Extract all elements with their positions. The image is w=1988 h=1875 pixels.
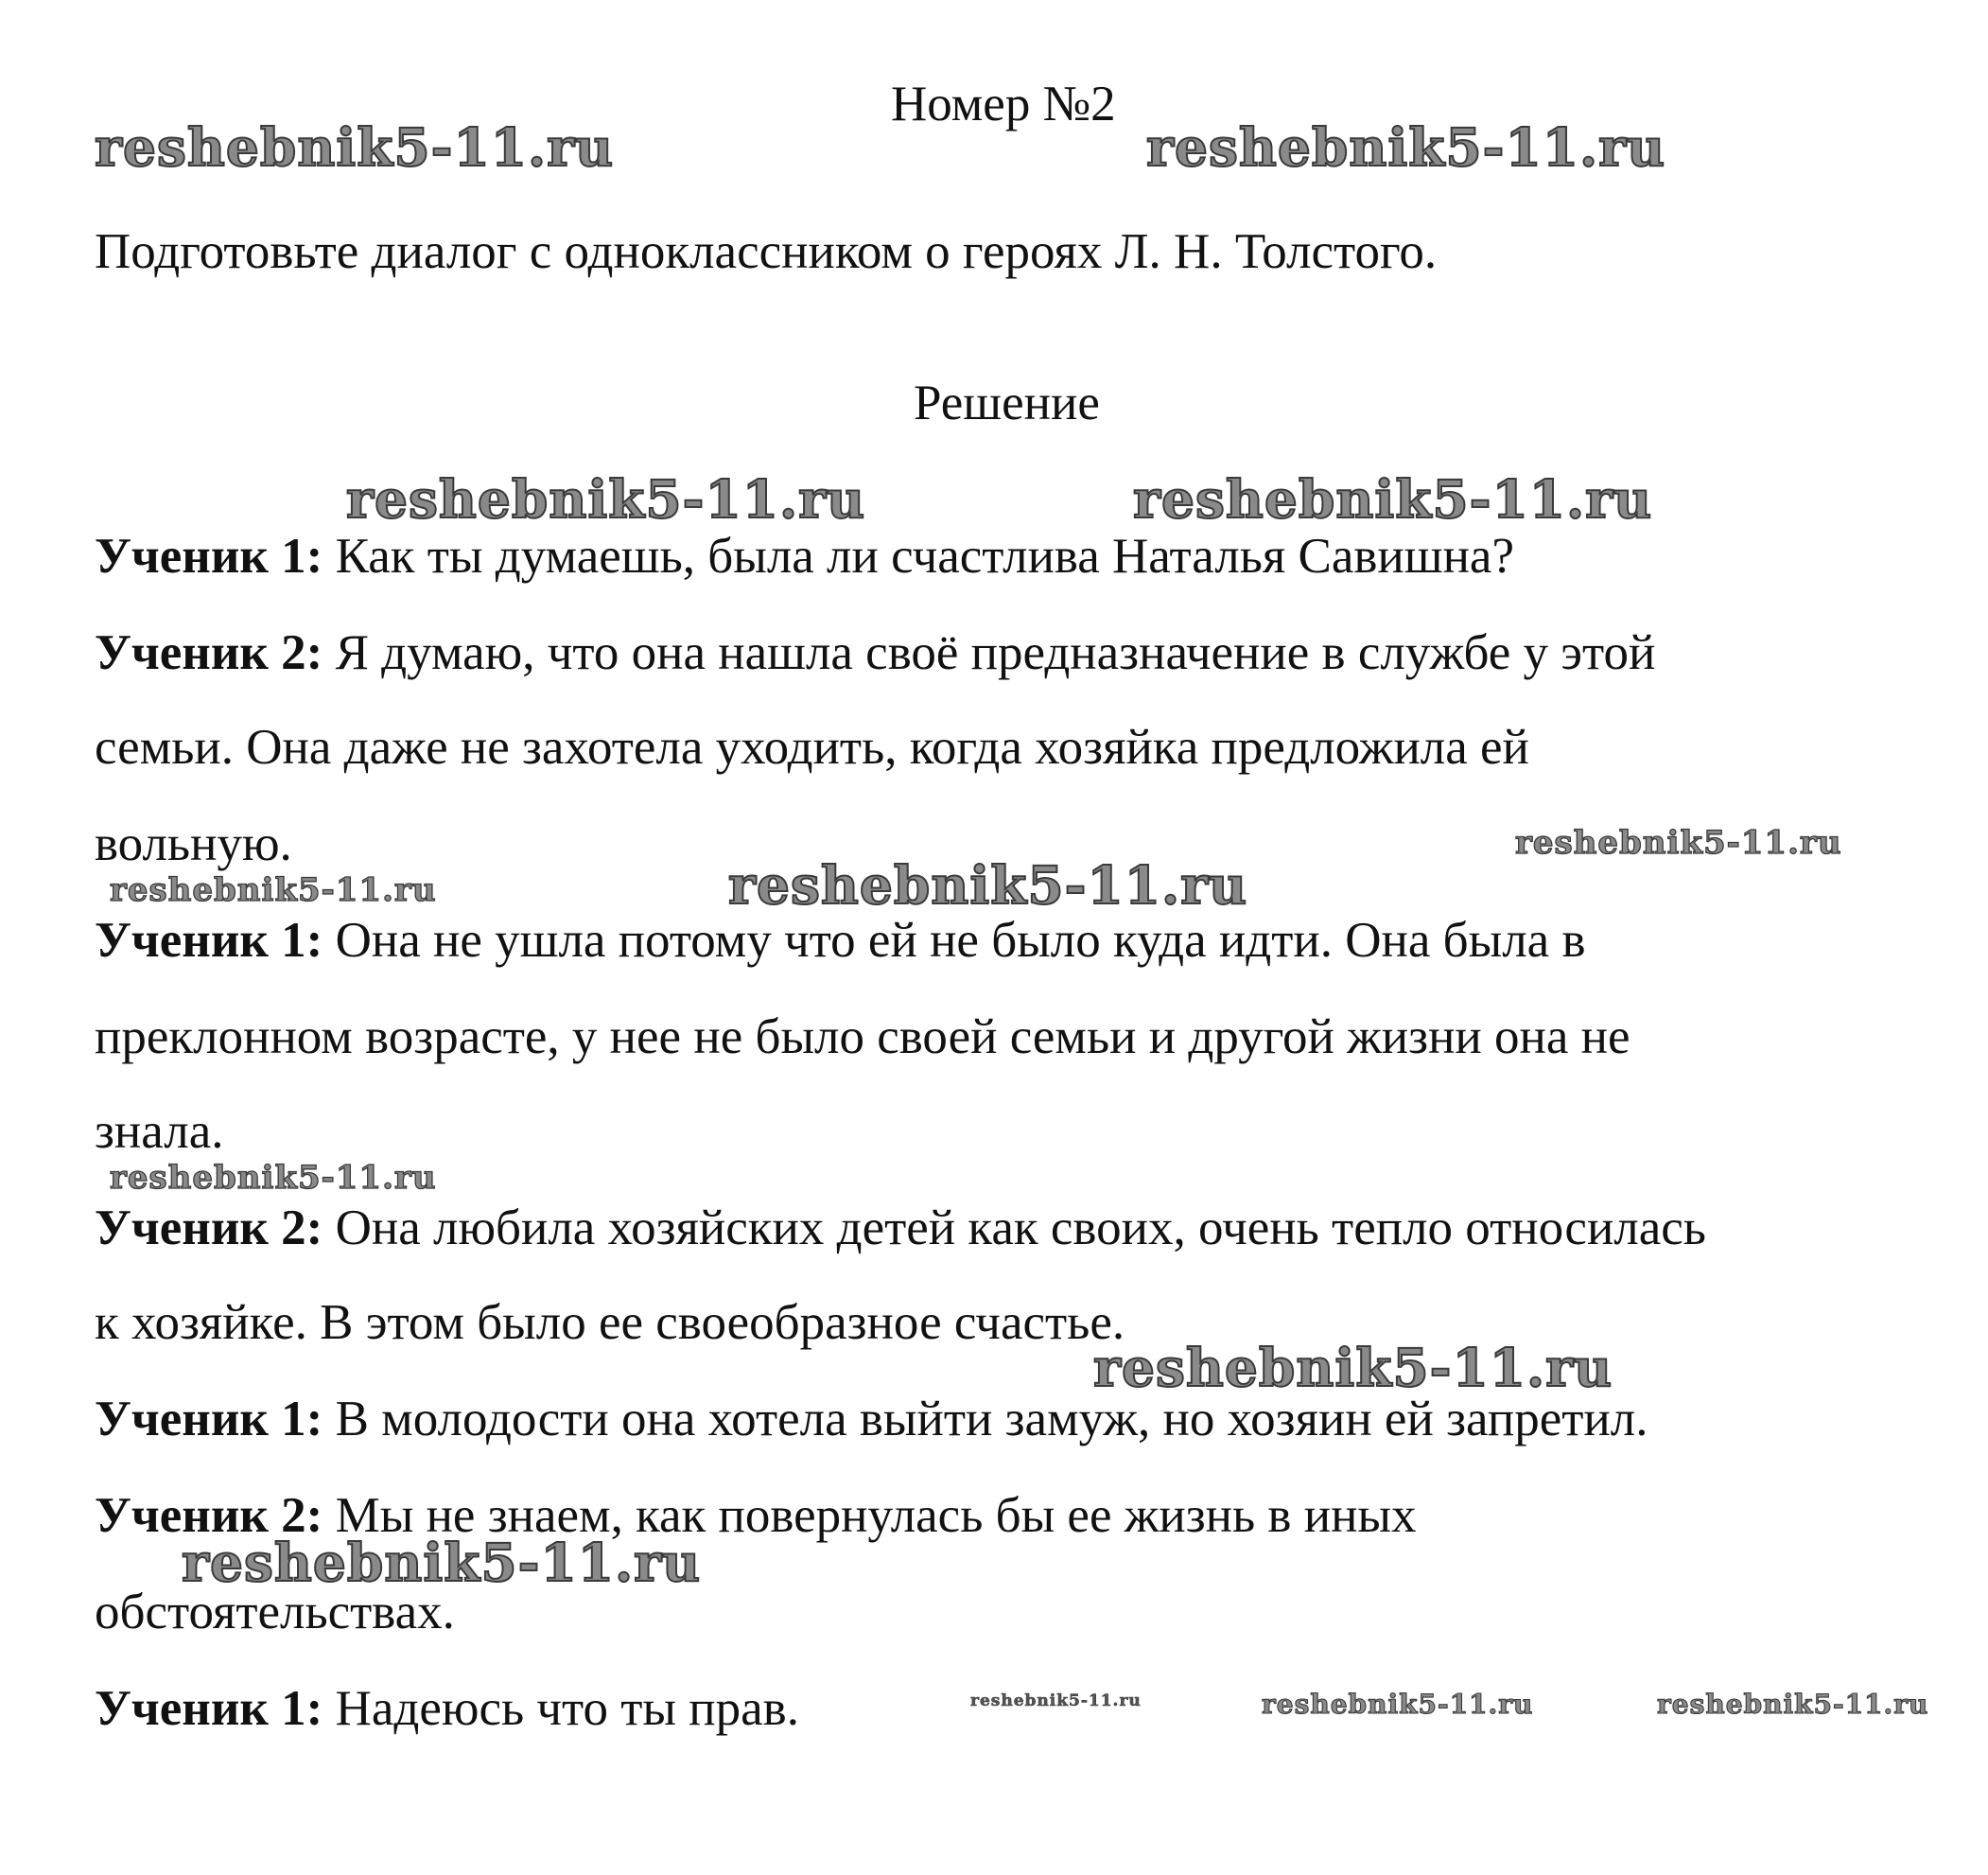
dialog-continuation: обстоятельствах. (95, 1585, 455, 1639)
solution-heading: Решение (914, 376, 1100, 430)
dialog-line-5 (95, 1391, 1648, 1447)
speaker-label: Ученик 2: (95, 625, 323, 680)
watermark: reshebnik5-11.ru (970, 1691, 1142, 1710)
dialog-line-1 (95, 528, 1514, 585)
watermark: reshebnik5-11.ru (1657, 1689, 1929, 1720)
watermark: reshebnik5-11.ru (1515, 824, 1842, 862)
watermark: reshebnik5-11.ru (728, 854, 1248, 916)
speaker-label: Ученик 2: (95, 1200, 323, 1255)
dialog-text: Как ты думаешь, была ли счастлива Наталья Савишна? (335, 529, 1514, 584)
dialog-text: Я думаю, что она нашла своё предназначение в службе у этой (335, 625, 1656, 680)
dialog-continuation: вольную. (95, 816, 292, 871)
watermark: reshebnik5-11.ru (110, 871, 437, 909)
dialog-text: Мы не знаем, как повернулась бы ее жизнь в иных (335, 1488, 1417, 1543)
speaker-label: Ученик 1: (95, 913, 323, 968)
speaker-label: Ученик 1: (95, 1681, 323, 1736)
dialog-line-2 (95, 624, 1655, 681)
speaker-label: Ученик 1: (95, 1392, 323, 1446)
dialog-line-7 (95, 1680, 799, 1737)
dialog-line-4 (95, 1200, 1706, 1256)
watermark: reshebnik5-11.ru (1093, 1337, 1613, 1398)
watermark: reshebnik5-11.ru (110, 1159, 437, 1197)
watermark: reshebnik5-11.ru (95, 116, 615, 178)
dialog-text: Надеюсь что ты прав. (335, 1681, 799, 1736)
dialog-continuation: семьи. Она даже не захотела уходить, когда хозяйка предложила ей (95, 720, 1529, 775)
watermark: reshebnik5-11.ru (1262, 1689, 1534, 1720)
dialog-text: В молодости она хотела выйти замуж, но хозяин ей запретил. (335, 1392, 1648, 1446)
speaker-label: Ученик 2: (95, 1488, 323, 1543)
watermark: reshebnik5-11.ru (346, 468, 866, 530)
task-text: Подготовьте диалог с одноклассником о героях Л. Н. Толстого. (95, 224, 1438, 279)
page-title: Номер №2 (891, 77, 1116, 131)
watermark: reshebnik5-11.ru (1146, 116, 1666, 178)
dialog-continuation: знала. (95, 1104, 224, 1159)
dialog-line-3 (95, 912, 1585, 969)
speaker-label: Ученик 1: (95, 529, 323, 584)
watermark: reshebnik5-11.ru (1133, 468, 1653, 530)
dialog-continuation: к хозяйке. В этом было ее своеобразное счастье. (95, 1295, 1125, 1350)
watermark: reshebnik5-11.ru (182, 1532, 702, 1593)
dialog-text: Она не ушла потому что ей не было куда идти. Она была в (335, 913, 1586, 968)
dialog-text: Она любила хозяйских детей как своих, очень тепло относилась (335, 1200, 1706, 1255)
dialog-continuation: преклонном возрасте, у нее не было своей семьи и другой жизни она не (95, 1009, 1631, 1064)
